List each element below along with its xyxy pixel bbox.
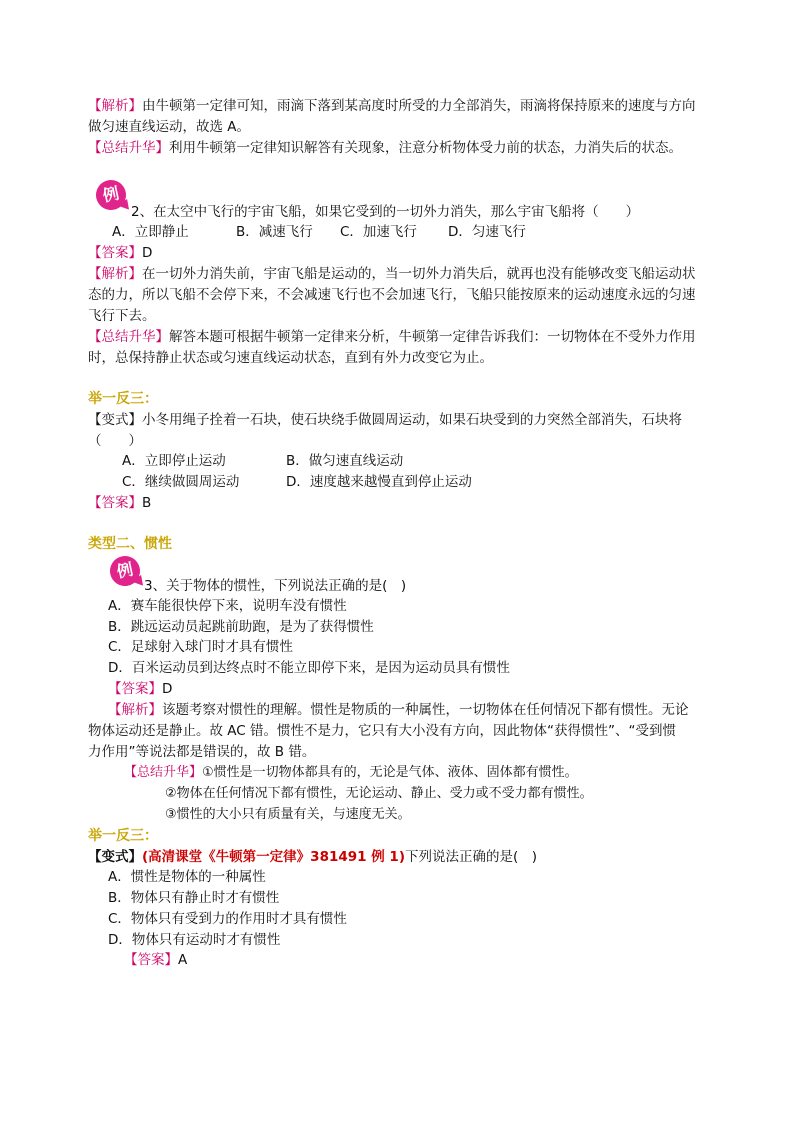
variant-tag: 【变式】 xyxy=(88,412,142,428)
example3-analysis-1 xyxy=(108,700,689,720)
option-b: B．减速飞行 xyxy=(236,224,313,240)
example3-option-d: D．百米运动员到达终点时不能立即停下来，是因为运动员具有惯性 xyxy=(108,660,510,676)
answer-tag: 【答案】 xyxy=(124,952,178,968)
summary-line-1 xyxy=(88,138,682,158)
example3-analysis-2: 物体运动还是静止。故 AC 错。惯性不是力，它只有大小没有方向，因此物体“获得惯性”、“受到惯 xyxy=(88,723,676,739)
variant-question-1 xyxy=(88,410,682,430)
variant2-option-c: C．物体只有受到力的作用时才具有惯性 xyxy=(108,911,347,927)
example2-analysis-1 xyxy=(88,264,696,284)
answer-value: D xyxy=(142,245,153,261)
example2-analysis-2: 态的力，所以飞船不会停下来，不会减速飞行也不会加速飞行，飞船只能按原来的运动速度永远的匀速 xyxy=(88,287,696,303)
variant2-option-d: D．物体只有运动时才有惯性 xyxy=(108,932,281,948)
analysis-line-1 xyxy=(88,96,696,116)
analysis-tag: 【解析】 xyxy=(108,702,162,718)
example3-question: 3、关于物体的惯性，下列说法正确的是( ) xyxy=(144,578,407,594)
variant2-question xyxy=(88,847,537,867)
option-a: A．立即停止运动 xyxy=(122,453,226,469)
answer-tag: 【答案】 xyxy=(108,681,162,697)
example-badge-icon: 例 xyxy=(93,177,129,213)
variant2-option-b: B．物体只有静止时才有惯性 xyxy=(108,890,280,906)
summary-text: 利用牛顿第一定律知识解答有关现象，注意分析物体受力前的状态，力消失后的状态。 xyxy=(169,140,682,156)
summary-point-2: ②物体在任何情况下都有惯性，无论运动、静止、受力或不受力都有惯性。 xyxy=(165,786,593,801)
analysis-text: 在一切外力消失前，宇宙飞船是运动的，当一切外力消失后，就再也没有能够改变飞船运动状 xyxy=(142,266,696,282)
variant-answer xyxy=(88,493,151,513)
example3-option-c: C．足球射入球门时才具有惯性 xyxy=(108,639,293,655)
variant-tag: 【变式】 xyxy=(88,849,142,865)
analysis-line-2: 做匀速直线运动，故选 A。 xyxy=(88,119,251,135)
summary-text: 解答本题可根据牛顿第一定律来分析，牛顿第一定律告诉我们：一切物体在不受外力作用 xyxy=(169,329,696,345)
summary-tag: 【总结升华】 xyxy=(88,329,169,345)
answer-tag: 【答案】 xyxy=(88,495,142,511)
example3-summary-1 xyxy=(124,763,578,783)
example2-summary-2: 时，总保持静止状态或匀速直线运动状态，直到有外力改变它为止。 xyxy=(88,350,493,366)
analysis-text: 该题考察对惯性的理解。惯性是物质的一种属性，一切物体在任何情况下都有惯性。无论 xyxy=(162,702,689,718)
summary-tag: 【总结升华】 xyxy=(88,140,169,156)
variant-options-row-2 xyxy=(122,472,472,492)
summary-point-3: ③惯性的大小只有质量有关，与速度无关。 xyxy=(165,807,411,822)
example3-analysis-3: 力作用”等说法都是错误的，故 B 错。 xyxy=(88,744,316,760)
example-badge-icon: 例 xyxy=(107,553,143,589)
section-heading: 类型二、惯性 xyxy=(88,536,172,552)
variant-question-2: （ ） xyxy=(88,433,142,449)
example2-summary-1 xyxy=(88,327,696,347)
example2-analysis-3: 飞行下去。 xyxy=(88,308,156,324)
option-d: D．匀速飞行 xyxy=(448,224,526,240)
answer-value: A xyxy=(178,952,188,968)
example3-option-a: A．赛车能很快停下来，说明车没有惯性 xyxy=(108,598,347,614)
variant-text: 下列说法正确的是( ) xyxy=(405,849,538,865)
option-a: A．立即静止 xyxy=(112,224,189,240)
answer-value: D xyxy=(162,681,173,697)
variant2-answer xyxy=(124,950,187,970)
summary-point-1: ①惯性是一切物体都具有的，无论是气体、液体、固体都有惯性。 xyxy=(202,765,578,780)
analysis-tag: 【解析】 xyxy=(88,266,142,282)
option-c: C．加速飞行 xyxy=(340,224,417,240)
variant-source: (高清课堂《牛顿第一定律》381491 例 1) xyxy=(142,849,405,865)
example3-option-b: B．跳远运动员起跳前助跑，是为了获得惯性 xyxy=(108,619,374,635)
example2-question: 2、在太空中飞行的宇宙飞船，如果它受到的一切外力消失，那么宇宙飞船将（ ） xyxy=(131,204,640,220)
answer-tag: 【答案】 xyxy=(88,245,142,261)
example2-options xyxy=(112,222,526,242)
summary-tag: 【总结升华】 xyxy=(124,765,203,780)
option-d: D．速度越来越慢直到停止运动 xyxy=(286,474,472,490)
analysis-text: 由牛顿第一定律可知，雨滴下落到某高度时所受的力全部消失，雨滴将保持原来的速度与方向 xyxy=(142,98,696,114)
variant-options-row-1 xyxy=(122,451,403,471)
practice-heading: 举一反三： xyxy=(88,391,158,407)
analysis-tag: 【解析】 xyxy=(88,98,142,114)
option-c: C．继续做圆周运动 xyxy=(122,474,240,490)
variant-text: 小冬用绳子拴着一石块，使石块绕手做圆周运动，如果石块受到的力突然全部消失，石块将 xyxy=(142,412,682,428)
answer-value: B xyxy=(142,495,152,511)
option-b: B．做匀速直线运动 xyxy=(286,453,404,469)
example2-answer xyxy=(88,243,152,263)
practice-heading: 举一反三： xyxy=(88,828,158,844)
example3-answer xyxy=(108,679,172,699)
variant2-option-a: A．惯性是物体的一种属性 xyxy=(108,869,266,885)
